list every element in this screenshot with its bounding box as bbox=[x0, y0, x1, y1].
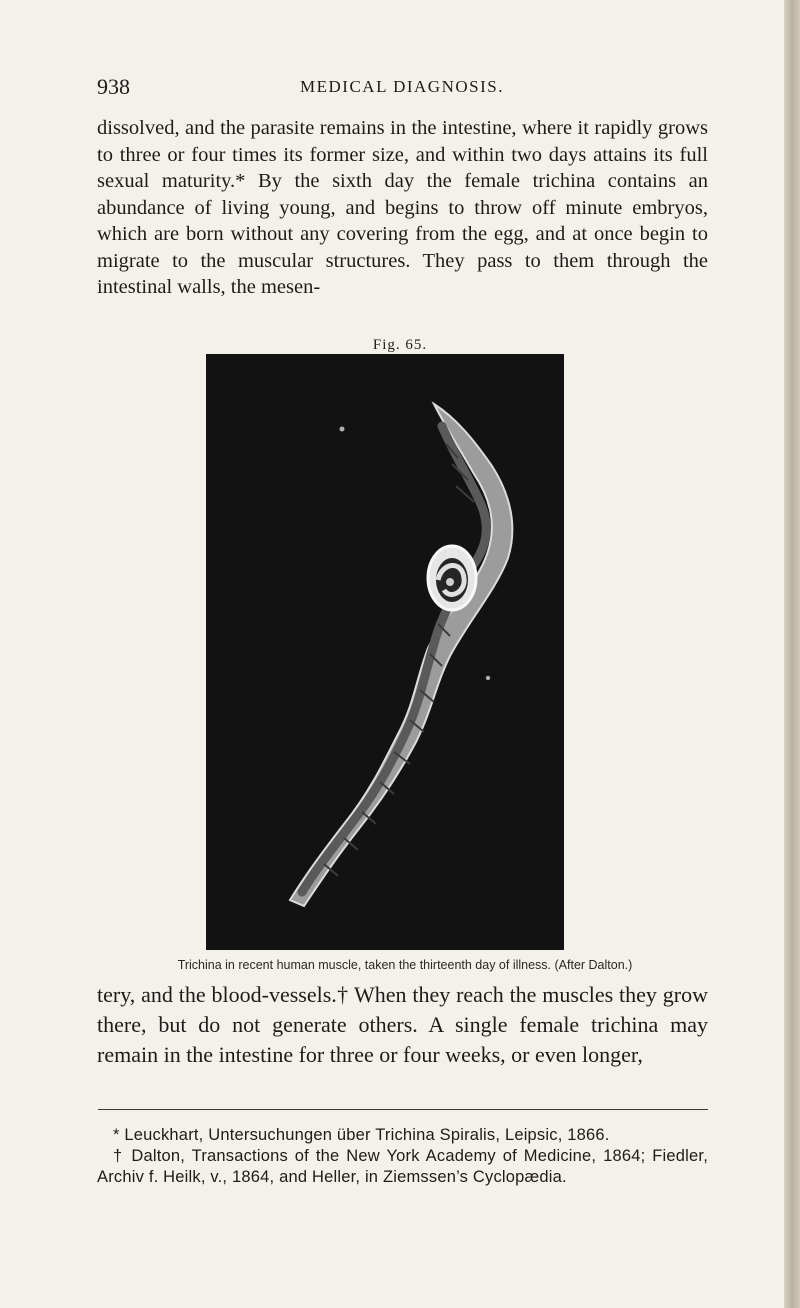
trichina-cyst-illustration bbox=[206, 354, 564, 950]
footnote-rule bbox=[98, 1109, 708, 1110]
footnote-2: † Dalton, Transactions of the New York Academy of Medicine, 1864; Fiedler, Archiv f. Heilk, v., 1864, and Heller, in Ziemssen’s Cyclopædia. bbox=[97, 1147, 708, 1186]
body-paragraph-2: tery, and the blood-vessels.† When they reach the muscles they grow there, but do not generate others. A single female trichina may remain in the intestine for three or four weeks, or even longer, bbox=[97, 982, 708, 1067]
figure-caption: Trichina in recent human muscle, taken the thirteenth day of illness. (After Dalton.) bbox=[177, 958, 633, 972]
running-head: MEDICAL DIAGNOSIS. bbox=[300, 77, 504, 96]
trichina-micrograph bbox=[206, 354, 564, 950]
page-header bbox=[97, 74, 707, 104]
page-edge bbox=[784, 0, 800, 1308]
footnote-1: * Leuckhart, Untersuchungen über Trichina Spiralis, Leipsic, 1866. bbox=[113, 1126, 610, 1144]
figure-label: Fig. 65. bbox=[372, 337, 428, 353]
body-paragraph-1: dissolved, and the parasite remains in the intestine, where it rapidly grows to three or four times its former size, and within two days attains its full sexual maturity.* By the sixth day the female trichina contains an abundance of living young, and begins to throw off minute embryos, which are born without any covering from the egg, and at once begin to migrate to the muscular structures. They pass to them through the intestinal walls, the mesen- bbox=[97, 117, 708, 298]
page-number: 938 bbox=[97, 74, 130, 99]
